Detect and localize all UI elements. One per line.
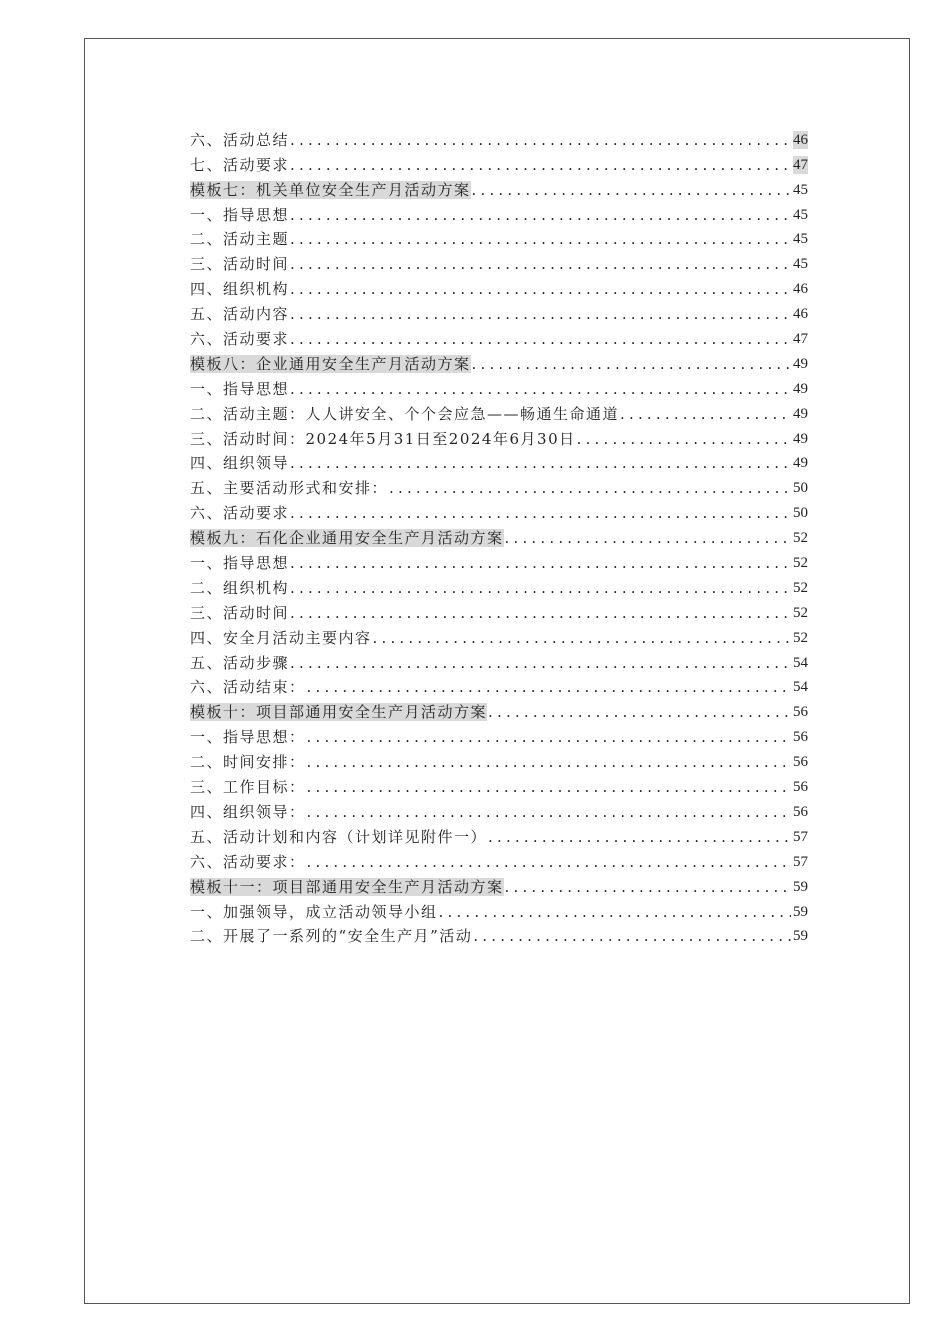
toc-page-number: 52 [793,604,808,621]
toc-dot-leader [290,230,791,248]
toc-dot-leader [373,629,791,647]
toc-dot-leader [307,678,791,696]
toc-page-number: 49 [793,380,808,397]
toc-entry[interactable] [190,622,808,647]
toc-entry-title: 三、活动时间 [190,603,290,622]
toc-entry-title: 三、活动时间 [190,255,290,274]
toc-entry[interactable] [190,248,808,273]
toc-dot-leader [290,654,791,672]
toc-entry-title: 一、指导思想 [190,205,290,224]
toc-entry[interactable] [190,199,808,224]
toc-section-heading[interactable] [190,174,808,199]
toc-page-number: 59 [793,928,808,945]
toc-entry[interactable] [190,721,808,746]
toc-entry[interactable] [190,921,808,946]
toc-dot-leader [290,305,791,323]
toc-entry-title: 四、组织机构 [190,280,290,299]
toc-entry-title: 模板十一：项目部通用安全生产月活动方案 [190,877,504,896]
toc-page-number: 46 [793,281,808,298]
toc-entry-title: 一、指导思想 [190,554,290,573]
toc-entry[interactable] [190,124,808,149]
toc-dot-leader [307,803,791,821]
toc-entry[interactable] [190,547,808,572]
toc-page-number: 59 [793,903,808,920]
toc-dot-leader [290,380,791,398]
toc-entry[interactable] [190,647,808,672]
toc-dot-leader [307,778,791,796]
toc-page-number: 56 [793,779,808,796]
toc-entry[interactable] [190,497,808,522]
toc-dot-leader [290,554,791,572]
toc-entry[interactable] [190,821,808,846]
toc-dot-leader [290,330,791,348]
toc-entry-title: 六、活动要求 [190,504,290,523]
toc-dot-leader [307,853,791,871]
toc-entry[interactable] [190,572,808,597]
toc-dot-leader [389,479,791,497]
toc-page-number: 52 [793,530,808,547]
toc-entry-title: 二、活动主题：人人讲安全、个个会应急——畅通生命通道 [190,404,620,423]
toc-entry-title: 模板十：项目部通用安全生产月活动方案 [190,703,488,722]
toc-page-number: 45 [793,206,808,223]
toc-dot-leader [577,430,791,448]
toc-entry[interactable] [190,423,808,448]
toc-dot-leader [505,878,791,896]
toc-page-number: 50 [793,505,808,522]
table-of-contents [190,124,808,945]
toc-entry-title: 二、开展了一系列的“安全生产月”活动 [190,927,473,946]
toc-page-number: 52 [793,555,808,572]
toc-entry[interactable] [190,597,808,622]
toc-page-number: 56 [793,803,808,820]
toc-page-number: 46 [793,131,808,148]
toc-entry[interactable] [190,323,808,348]
toc-entry-title: 六、活动要求： [190,852,306,871]
toc-page-number: 45 [793,256,808,273]
toc-section-heading[interactable] [190,348,808,373]
toc-page-number: 50 [793,480,808,497]
toc-entry-title: 六、活动要求 [190,330,290,349]
toc-page-number: 54 [793,679,808,696]
toc-entry[interactable] [190,746,808,771]
toc-entry-title: 模板九：石化企业通用安全生产月活动方案 [190,529,504,548]
toc-entry[interactable] [190,224,808,249]
toc-entry[interactable] [190,672,808,697]
toc-entry[interactable] [190,448,808,473]
toc-dot-leader [290,206,791,224]
toc-page-number: 49 [793,405,808,422]
toc-dot-leader [488,828,791,846]
toc-dot-leader [439,903,791,921]
toc-entry-title: 六、活动总结 [190,130,290,149]
toc-page-number: 57 [793,828,808,845]
toc-entry-title: 模板七：机关单位安全生产月活动方案 [190,180,471,199]
toc-entry-title: 七、活动要求 [190,155,290,174]
toc-entry[interactable] [190,298,808,323]
toc-entry-title: 五、主要活动形式和安排： [190,479,389,498]
toc-dot-leader [290,280,791,298]
toc-dot-leader [290,604,791,622]
toc-dot-leader [307,753,791,771]
toc-entry-title: 二、时间安排： [190,753,306,772]
toc-dot-leader [620,405,791,423]
toc-dot-leader [290,255,791,273]
toc-entry-title: 模板八：企业通用安全生产月活动方案 [190,354,471,373]
toc-dot-leader [472,355,791,373]
toc-entry[interactable] [190,896,808,921]
toc-dot-leader [307,728,791,746]
toc-page-number: 59 [793,878,808,895]
toc-entry-title: 一、加强领导，成立活动领导小组 [190,902,438,921]
toc-page-number: 45 [793,231,808,248]
toc-page-number: 46 [793,306,808,323]
toc-entry-title: 二、活动主题 [190,230,290,249]
toc-dot-leader [472,181,791,199]
toc-entry-title: 五、活动计划和内容（计划详见附件一） [190,827,488,846]
toc-entry-title: 五、活动内容 [190,305,290,324]
toc-page-number: 45 [793,181,808,198]
toc-page-number: 54 [793,654,808,671]
toc-entry-title: 二、组织机构 [190,578,290,597]
toc-section-heading[interactable] [190,696,808,721]
toc-entry[interactable] [190,472,808,497]
toc-entry-title: 六、活动结束： [190,678,306,697]
toc-entry-title: 四、组织领导： [190,802,306,821]
toc-dot-leader [473,927,791,945]
toc-entry-title: 五、活动步骤 [190,653,290,672]
toc-page-number: 49 [793,455,808,472]
toc-page-number: 56 [793,704,808,721]
toc-dot-leader [290,131,791,149]
toc-section-heading[interactable] [190,522,808,547]
toc-entry-title: 四、安全月活动主要内容 [190,628,372,647]
toc-page-number: 56 [793,729,808,746]
toc-page-number: 49 [793,430,808,447]
toc-dot-leader [290,504,791,522]
toc-entry[interactable] [190,273,808,298]
toc-entry-title: 一、指导思想 [190,379,290,398]
toc-dot-leader [290,454,791,472]
toc-page-number: 52 [793,579,808,596]
toc-page-number: 47 [793,156,808,173]
toc-entry[interactable] [190,398,808,423]
toc-page-number: 57 [793,853,808,870]
toc-entry[interactable] [190,771,808,796]
toc-dot-leader [488,703,791,721]
toc-entry[interactable] [190,373,808,398]
toc-entry[interactable] [190,149,808,174]
toc-page-number: 56 [793,754,808,771]
toc-section-heading[interactable] [190,871,808,896]
toc-entry[interactable] [190,796,808,821]
toc-entry-title: 三、活动时间：2024年5月31日至2024年6月30日 [190,429,576,448]
toc-entry-title: 四、组织领导 [190,454,290,473]
toc-entry-title: 一、指导思想： [190,728,306,747]
toc-entry-title: 三、工作目标： [190,778,306,797]
toc-page-number: 47 [793,331,808,348]
toc-page-number: 52 [793,629,808,646]
toc-page-number: 49 [793,355,808,372]
toc-entry[interactable] [190,846,808,871]
toc-dot-leader [290,579,791,597]
toc-dot-leader [505,529,791,547]
toc-dot-leader [290,156,791,174]
